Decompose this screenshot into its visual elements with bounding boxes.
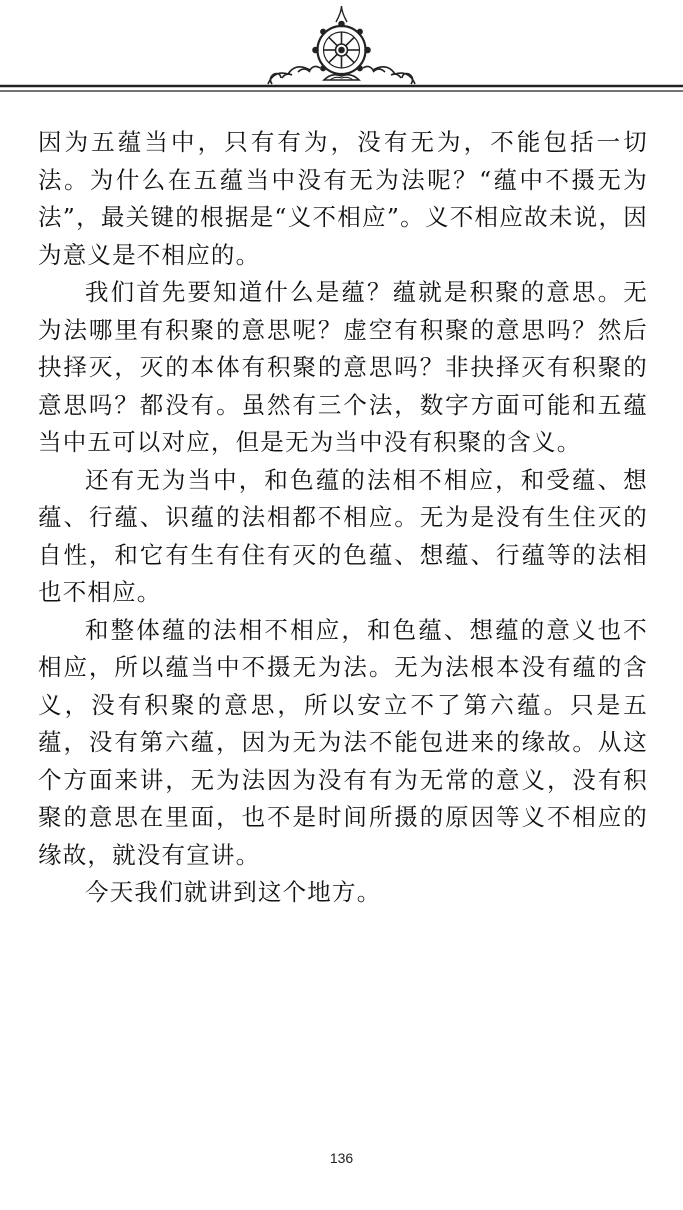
page-number: 136 [329, 1150, 354, 1166]
paragraph: 和整体蕴的法相不相应，和色蕴、想蕴的意义也不相应，所以蕴当中不摄无为法。无为法根本没有蕴的含义，没有积聚的意思，所以安立不了第六蕴。只是五蕴，没有第六蕴，因为无为法不能包进来的缘故。从这个方面来讲，无为法因为没有有为无常的意义，没有积聚的意思在里面，也不是时间所摄的原因等义不相应的缘故，就没有宣讲。 [38, 615, 648, 869]
paragraph: 还有无为当中，和色蕴的法相不相应，和受蕴、想蕴、行蕴、识蕴的法相都不相应。无为是没有生住灭的自性，和它有生有住有灭的色蕴、想蕴、行蕴等的法相也不相应。 [38, 465, 648, 606]
paragraph: 今天我们就讲到这个地方。 [85, 878, 382, 906]
body-text [38, 124, 648, 912]
paragraph: 我们首先要知道什么是蕴？蕴就是积聚的意思。无为法哪里有积聚的意思呢？虚空有积聚的意思吗？然后抉择灭，灭的本体有积聚的意思吗？非抉择灭有积聚的意思吗？都没有。虽然有三个法，数字方面可能和五蕴当中五可以对应，但是无为当中没有积聚的含义。 [38, 278, 648, 456]
dharma-wheel-icon [0, 0, 683, 110]
paragraph: 因为五蕴当中，只有有为，没有无为，不能包括一切法。为什么在五蕴当中没有无为法呢？“蕴中不摄无为法”，最关键的根据是“义不相应”。义不相应故未说，因为意义是不相应的。 [38, 128, 648, 269]
